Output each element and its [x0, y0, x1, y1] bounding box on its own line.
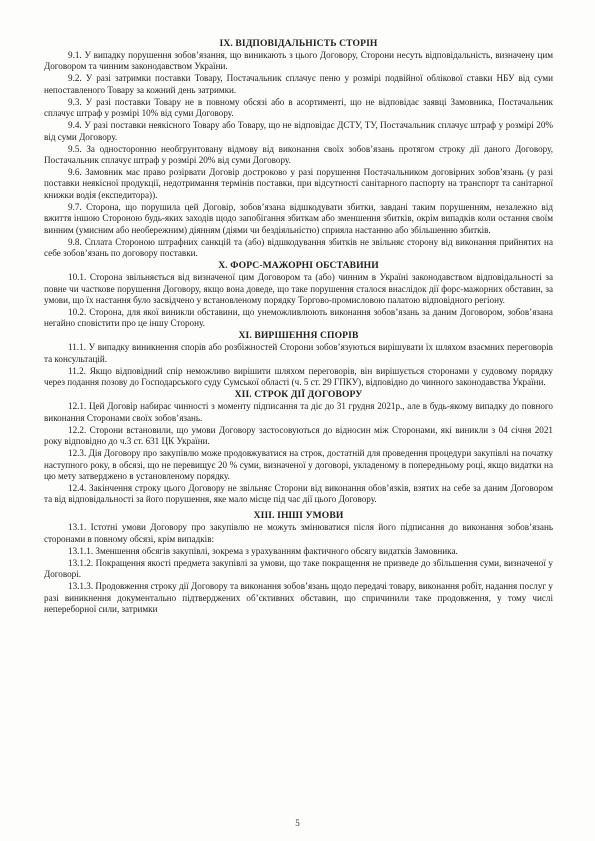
- clause-10-1: 10.1. Сторона звільняється від визначеної цим Договором та (або) чинним в Україні законодавством відповідальності за повне чи часткове порушення Договору, якщо вона доведе, що таке порушення сталося внаслідок дії форс-мажорних обставин, за умови, що їх настання було засвідчено у встановленому порядку Торгово-промисловою палатою відповідного регіону.: [44, 272, 553, 306]
- section-heading: XI. ВИРІШЕННЯ СПОРІВ: [238, 330, 359, 342]
- section-disputes: [44, 330, 553, 388]
- clause-9-6: 9.6. Замовник має право розірвати Договір достроково у разі порушення Постачальником договірних зобов’язань (у разі поставки неякісної продукції, недотримання термінів поставки, при відсутності санітарного паспорту на транспорт та санітарної книжки водія (експедитора)).: [44, 167, 553, 200]
- clause-9-3: 9.3. У разі поставки Товару не в повному обсязі або в асортименті, що не відповідає заявці Замовника, Постачальник сплачує штраф у розмірі 10% від суми Договору.: [44, 96, 553, 119]
- clause-12-2: 12.2. Сторони встановили, що умови Договору застосовуються до відносин між Сторонами, які виникли з 04 січня 2021 року відповідно до ч.3 ст. 631 ЦК України.: [44, 424, 553, 447]
- page-number: 5: [295, 818, 300, 828]
- clause-12-4: 12.4. Закінчення строку цього Договору не звільняє Сторони від виконання обов’язків, взятих на себе за даним Договором та від відповідальності за його порушення, яке мало місце під час дії цього Договору.: [44, 482, 553, 505]
- clause-9-5: 9.5. За односторонню необгрунтовану відмову від виконання своїх зобов’язань протягом строку дії даного Договору, Постачальник сплачує штраф у розмірі 20% від суми Договору.: [44, 143, 553, 166]
- clause-9-8: 9.8. Сплата Стороною штрафних санкцій та (або) відшкодування збитків не звільняє сторону від виконання прийнятих на себе зобов’язань по договору поставки.: [44, 236, 553, 259]
- section-heading: XII. СТРОК ДІЇ ДОГОВОРУ: [234, 389, 363, 401]
- clause-10-2: 10.2. Сторона, для якої виникли обставини, що унеможливлюють виконання зобов’язань за даним Договором, зобов’язана негайно сповістити про це іншу Сторону.: [44, 307, 553, 329]
- section-liability: [44, 38, 553, 260]
- clause-12-3: 12.3. Дія Договору про закупівлю може продовжуватися на строк, достатній для проведення процедури закупівлі на початку наступного року, в обсязі, що не перевищує 20 % суми, визначеної у договорі, укладеному в попередньому році, якщо видатки на цю мету затверджено в установленому порядку.: [44, 448, 553, 481]
- clause-13-1: 13.1. Істотні умови Договору про закупівлю не можуть змінюватися після його підписання до виконання зобов’язань сторонами в повному обсязі, крім випадків:: [44, 522, 553, 544]
- section-force-majeure: [44, 260, 553, 330]
- clause-11-1: 11.1. У випадку виникнення спорів або розбіжностей Сторони зобов’язуються вирішувати їх шляхом взаємних переговорів та консультацій.: [44, 342, 553, 364]
- section-other-terms: [44, 510, 553, 615]
- section-term: [44, 389, 553, 506]
- clause-9-4: 9.4. У разі поставки неякісного Товару або Товару, що не відповідає ДСТУ, ТУ, Постачальник сплачує штраф у розмірі 20% від суми Договору.: [44, 120, 553, 142]
- clause-13-1-1: 13.1.1. Зменшення обсягів закупівлі, зокрема з урахуванням фактичного обсягу видатків Замовника.: [68, 545, 458, 556]
- clause-12-1: 12.1. Цей Договір набирає чинності з моменту підписання та діє до 31 грудня 2021р., але в будь-якому випадку до повного виконання Сторонами своїх зобов’язань.: [44, 401, 553, 423]
- clause-13-1-3: 13.1.3. Продовження строку дії Договору та виконання зобов’язань щодо передачі товару, виконання робіт, надання послуг у разі виникнення документально підтверджених об’єктивних обставин, що спричинили таке продовження, у тому числі непереборної сили, затримки: [44, 581, 553, 614]
- section-heading: X. ФОРС-МАЖОРНІ ОБСТАВИНИ: [218, 260, 379, 272]
- clause-13-1-2: 13.1.2. Покращення якості предмета закупівлі за умови, що таке покращення не призведе до збільшення суми, визначеної у Договорі.: [44, 557, 553, 580]
- section-heading: IX. ВІДПОВІДАЛЬНІСТЬ СТОРІН: [219, 38, 378, 49]
- section-heading: XIII. ІНШІ УМОВИ: [253, 510, 344, 522]
- clause-9-7: 9.7. Сторона, що порушила цей Договір, зобов’язана відшкодувати збитки, завдані таким порушенням, незалежно від вжиття іншою Стороною будь-яких заходів щодо запобігання збиткам або зменшення збитків, окрім випадків коли остання своїм винним (умисним або необережним) діянням (діями чи бездіяльністю) сприяла настанню або збільшенню збитків.: [44, 201, 553, 235]
- clause-9-1: 9.1. У випадку порушення зобов’язання, що виникають з цього Договору, Сторони несуть відповідальність, визначену цим Договором та чинним законодавством України.: [44, 50, 553, 72]
- clause-9-2: 9.2. У разі затримки поставки Товару, Постачальник сплачує пеню у розмірі подвійної облікової ставки НБУ від суми непоставленого Товару за кожний день затримки.: [44, 73, 553, 95]
- clause-11-2: 11.2. Якщо відповідний спір неможливо вирішити шляхом переговорів, він вирішується сторонами у судовому порядку через подання позову до Господарського суду Сумської області (ч. 5 ст. 29 ГПКУ), відповідно до чинного законодавства України.: [44, 365, 553, 388]
